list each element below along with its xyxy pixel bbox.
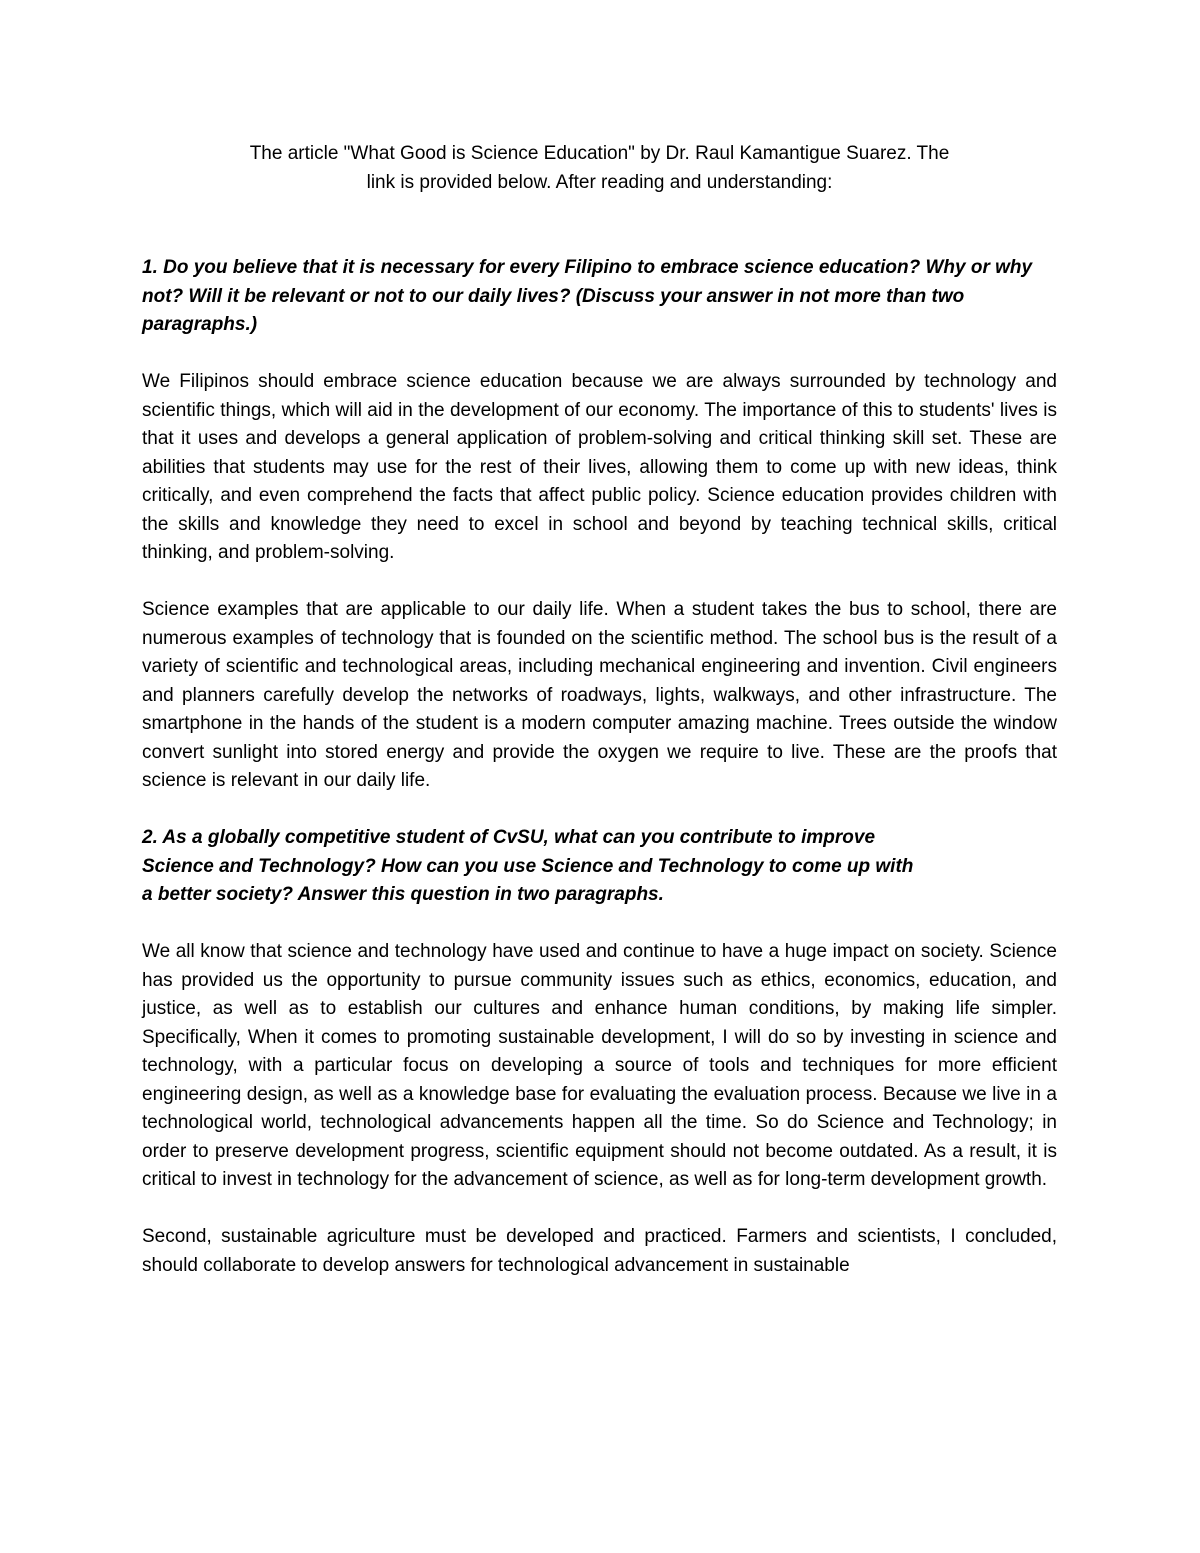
intro-text (142, 140, 1057, 197)
question-2-line-1: 2. As a globally competitive student of CvSU, what can you contribute to improve (142, 827, 876, 848)
answer-1-paragraph-2: Science examples that are applicable to our daily life. When a student takes the bus to school, there are numerous examples of technology that is founded on the scientific method. The school bus is the result of a variety of scientific and technological areas, including mechanical engineering and invention. Civil engineers and planners carefully develop the networks of roadways, lights, walkways, and other infrastructure. The smartphone in the hands of the student is a modern computer amazing machine. Trees outside the window convert sunlight into stored energy and provide the oxygen we require to live. These are the proofs that science is relevant in our daily life. (142, 599, 1057, 791)
intro-line-1: The article "What Good is Science Education" by Dr. Raul Kamantigue Suarez. The (249, 143, 950, 164)
answer-2-paragraph-1: We all know that science and technology have used and continue to have a huge impact on society. Science has provided us the opportunity to pursue community issues such as ethics, economics, education, and justice, as well as to establish our cultures and enhance human conditions, by making life simpler. Specifically, When it comes to promoting sustainable development, I will do so by investing in science and technology, with a particular focus on developing a source of tools and techniques for more efficient engineering design, as well as a knowledge base for evaluating the evaluation process. Because we live in a technological world, technological advancements happen all the time. So do Science and Technology; in order to preserve development progress, scientific equipment should not become outdated. As a result, it is critical to invest in technology for the advancement of science, as well as for long-term development growth. (142, 941, 1057, 1190)
question-2-line-3: a better society? Answer this question in two paragraphs. (142, 884, 664, 905)
intro-line-2: link is provided below. After reading and understanding: (366, 171, 833, 193)
document-content (142, 140, 1057, 1280)
question-2 (142, 824, 1057, 910)
question-2-line-2: Science and Technology? How can you use Science and Technology to come up with (142, 855, 914, 877)
answer-2-paragraph-2: Second, sustainable agriculture must be developed and practiced. Farmers and scientists, I concluded, should collaborate to develop answers for technological advancement in sustainable (142, 1226, 1057, 1276)
answer-1-paragraph-1: We Filipinos should embrace science education because we are always surrounded by technology and scientific things, which will aid in the development of our economy. The importance of this to students' lives is that it uses and develops a general application of problem-solving and critical thinking skill set. These are abilities that students may use for the rest of their lives, allowing them to come up with new ideas, think critically, and even comprehend the facts that affect public policy. Science education provides children with the skills and knowledge they need to excel in school and beyond by teaching technical skills, critical thinking, and problem-solving. (142, 371, 1057, 563)
question-1: 1. Do you believe that it is necessary for every Filipino to embrace science education? Why or why not? Will it be relevant or not to our daily lives? (Discuss your answer in not more than two paragraphs.) (142, 257, 1033, 335)
